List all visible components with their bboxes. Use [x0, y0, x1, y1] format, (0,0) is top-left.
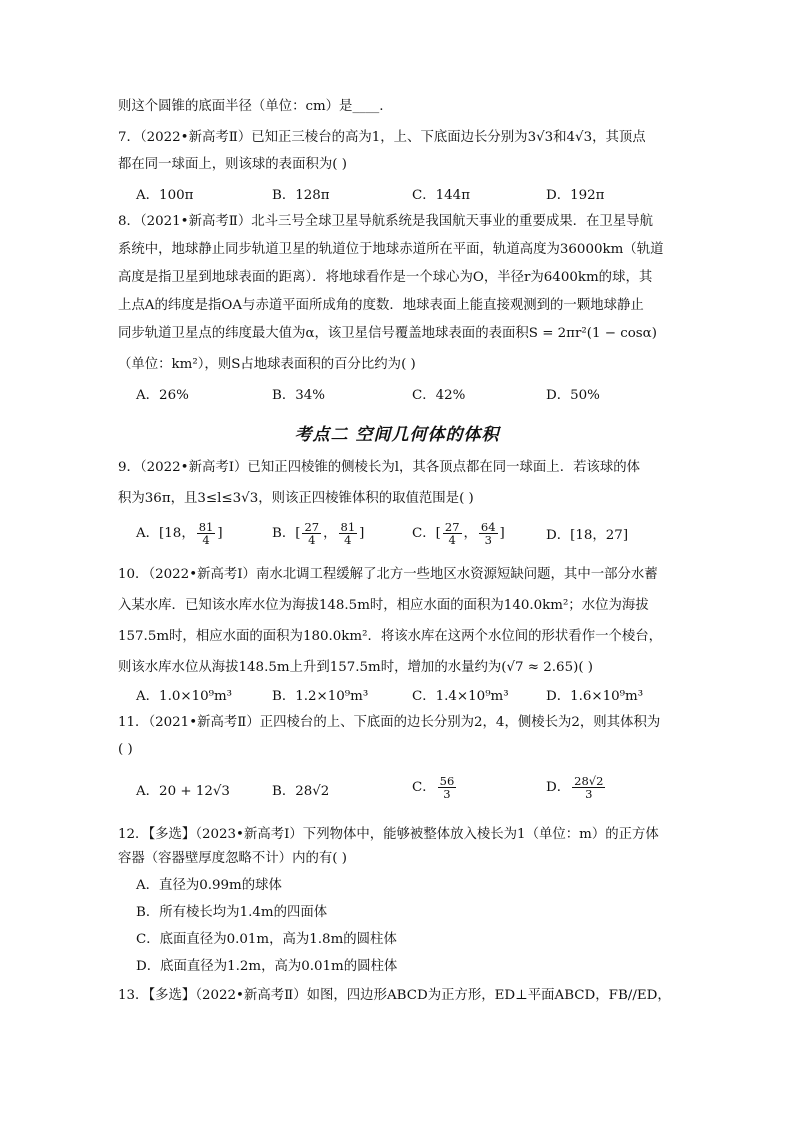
q12-line1: 12．【多选】（2023•新高考Ⅰ）下列物体中，能够被整体放入棱长为1（单位：m）的正方体: [118, 827, 659, 842]
q10-option-c: C．1.4×10⁹m³: [412, 689, 509, 704]
q7-option-b: B．128π: [272, 188, 330, 203]
q12-option-b: B．所有棱长均为1.4m的四面体: [136, 905, 328, 920]
q10-line2: 入某水库．已知该水库水位为海拔148.5m时，相应水面的面积为140.0km²；水位为海拔: [118, 598, 649, 613]
fraction: $\frac{56}{3}$: [439, 774, 455, 801]
q8-option-b: B．34%: [272, 388, 325, 403]
q7-option-d: D．192π: [546, 188, 605, 203]
q11-option-d: D． $\frac{28√2}{3}$: [546, 774, 604, 801]
q7-option-c: C．144π: [412, 188, 470, 203]
q8-line4: 上点A的纬度是指OA与赤道平面所成角的度数．地球表面上能直接观测到的一颗地球静止: [118, 298, 644, 313]
q6-tail: 则这个圆锥的底面半径（单位：cm）是____.: [118, 99, 384, 114]
fraction: $\frac{64}{3}$: [480, 520, 496, 547]
q7-option-a: A．100π: [136, 188, 194, 203]
q12-option-c: C．底面直径为0.01m，高为1.8m的圆柱体: [136, 932, 397, 947]
q10-line1: 10．（2022•新高考Ⅰ）南水北调工程缓解了北方一些地区水资源短缺问题，其中一部分水蓄: [118, 567, 658, 582]
q11-option-c: C． $\frac{56}{3}$: [412, 774, 455, 801]
q10-option-b: B．1.2×10⁹m³: [272, 689, 369, 704]
section-heading: 考点二 空间几何体的体积: [294, 425, 500, 445]
q8-line5: 同步轨道卫星点的纬度最大值为α，该卫星信号覆盖地球表面的表面积S = 2πr²(1 − cosα): [118, 326, 657, 341]
q10-option-d: D．1.6×10⁹m³: [546, 689, 644, 704]
q8-line6: （单位：km²），则S占地球表面积的百分比约为( ): [118, 357, 416, 372]
q10-line3: 157.5m时，相应水面的面积为180.0km²．将该水库在这两个水位间的形状看作一个棱台，: [118, 629, 663, 644]
q8-option-d: D．50%: [546, 388, 600, 403]
q11-line1: 11．（2021•新高考Ⅱ）正四棱台的上、下底面的边长分别为2，4，侧棱长为2，则其体积为: [118, 715, 661, 730]
q8-option-a: A．26%: [136, 388, 189, 403]
q9-option-a: A．[18， $\frac{81}{4}$ ]: [136, 520, 223, 547]
q11-option-a: A．20 + 12√3: [136, 784, 230, 799]
q9-option-d: D．[18，27]: [546, 528, 629, 543]
fraction: $\frac{81}{4}$: [198, 520, 214, 547]
q10-option-a: A．1.0×10⁹m³: [136, 689, 233, 704]
q9-line1: 9．（2022•新高考Ⅰ）已知正四棱锥的侧棱长为l，其各顶点都在同一球面上．若该球的体: [118, 460, 641, 475]
fraction: $\frac{81}{4}$: [340, 520, 356, 547]
q7-line1: 7．（2022•新高考Ⅱ）已知正三棱台的高为1，上、下底面边长分别为3√3和4√3，其顶点: [118, 130, 646, 145]
q8-line1: 8．（2021•新高考Ⅱ）北斗三号全球卫星导航系统是我国航天事业的重要成果．在卫星导航: [118, 214, 653, 229]
q12-option-a: A．直径为0.99m的球体: [136, 878, 282, 893]
fraction: $\frac{28√2}{3}$: [574, 774, 604, 801]
q8-line2: 系统中，地球静止同步轨道卫星的轨道位于地球赤道所在平面，轨道高度为36000km（轨道: [118, 242, 664, 257]
q11-option-b: B．28√2: [272, 784, 330, 799]
q7-line2: 都在同一球面上，则该球的表面积为( ): [118, 157, 347, 172]
q13-line1: 13．【多选】（2022•新高考Ⅱ）如图，四边形ABCD为正方形，ED⊥平面ABCD，FB//ED，: [118, 988, 671, 1003]
q9-line2: 积为36π，且3≤l≤3√3，则该正四棱锥体积的取值范围是( ): [118, 491, 474, 506]
fraction: $\frac{27}{4}$: [444, 520, 460, 547]
q10-line4: 则该水库水位从海拔148.5m上升到157.5m时，增加的水量约为(√7 ≈ 2.65)( ): [118, 660, 594, 675]
q9-option-c: C．[ $\frac{27}{4}$ ， $\frac{64}{3}$ ]: [412, 520, 505, 547]
fraction: $\frac{27}{4}$: [304, 520, 320, 547]
q8-option-c: C．42%: [412, 388, 466, 403]
q11-line2: ( ): [118, 742, 133, 757]
q12-option-d: D．底面直径为1.2m，高为0.01m的圆柱体: [136, 959, 398, 974]
q8-line3: 高度是指卫星到地球表面的距离）．将地球看作是一个球心为O，半径r为6400km的球，其: [118, 270, 653, 285]
q9-option-b: B．[ $\frac{27}{4}$ ， $\frac{81}{4}$ ]: [272, 520, 365, 547]
q12-line2: 容器（容器壁厚度忽略不计）内的有( ): [118, 851, 347, 866]
